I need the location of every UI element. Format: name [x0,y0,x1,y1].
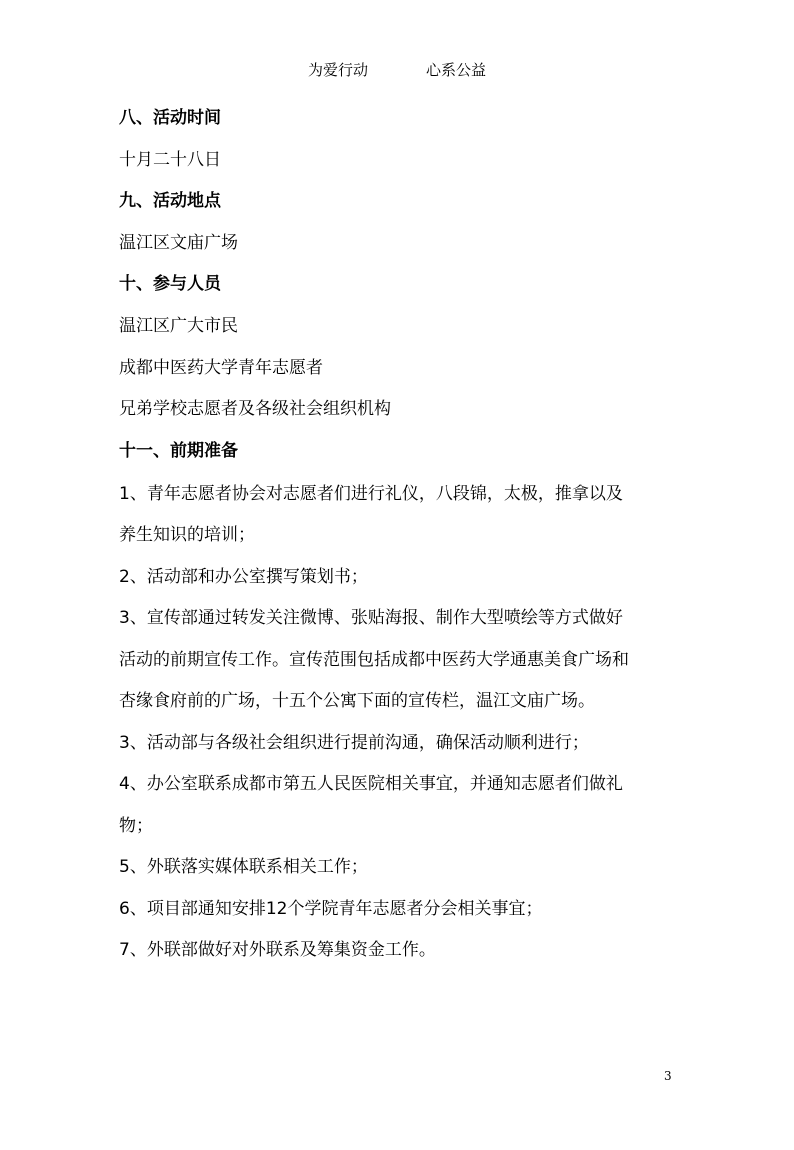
preparation-line: 活动的前期宣传工作。宣传范围包括成都中医药大学通惠美食广场和 [119,650,629,670]
participant-item: 温江区广大市民 [119,316,238,336]
preparation-line: 4、办公室联系成都市第五人民医院相关事宜，并通知志愿者们做礼 [119,774,623,794]
section-time-content: 十月二十八日 [119,150,221,170]
participant-item: 兄弟学校志愿者及各级社会组织机构 [119,399,391,419]
page-header [0,58,794,82]
preparation-line: 养生知识的培训； [119,525,255,545]
section-time-heading: 八、活动时间 [119,108,221,128]
section-preparation-heading: 十一、前期准备 [119,441,238,461]
participant-item: 成都中医药大学青年志愿者 [119,358,323,378]
preparation-line: 杏缘食府前的广场，十五个公寓下面的宣传栏，温江文庙广场。 [119,691,595,711]
preparation-line: 6、项目部通知安排12个学院青年志愿者分会相关事宜； [119,899,543,919]
preparation-line: 5、外联落实媒体联系相关工作； [119,857,368,877]
preparation-line: 2、活动部和办公室撰写策划书； [119,567,368,587]
preparation-line: 3、宣传部通过转发关注微博、张贴海报、制作大型喷绘等方式做好 [119,608,623,628]
preparation-line: 7、外联部做好对外联系及筹集资金工作。 [119,940,436,960]
page-number: 3 [664,1069,672,1083]
header-left-text: 为爱行动 [307,61,368,79]
preparation-line: 3、活动部与各级社会组织进行提前沟通，确保活动顺利进行； [119,733,589,753]
section-location-content: 温江区文庙广场 [119,233,238,253]
header-right-text: 心系公益 [426,61,487,79]
section-location-heading: 九、活动地点 [119,191,221,211]
preparation-line: 物； [119,816,153,836]
section-participants-heading: 十、参与人员 [119,274,221,294]
preparation-line: 1、青年志愿者协会对志愿者们进行礼仪，八段锦，太极，推拿以及 [119,484,623,504]
